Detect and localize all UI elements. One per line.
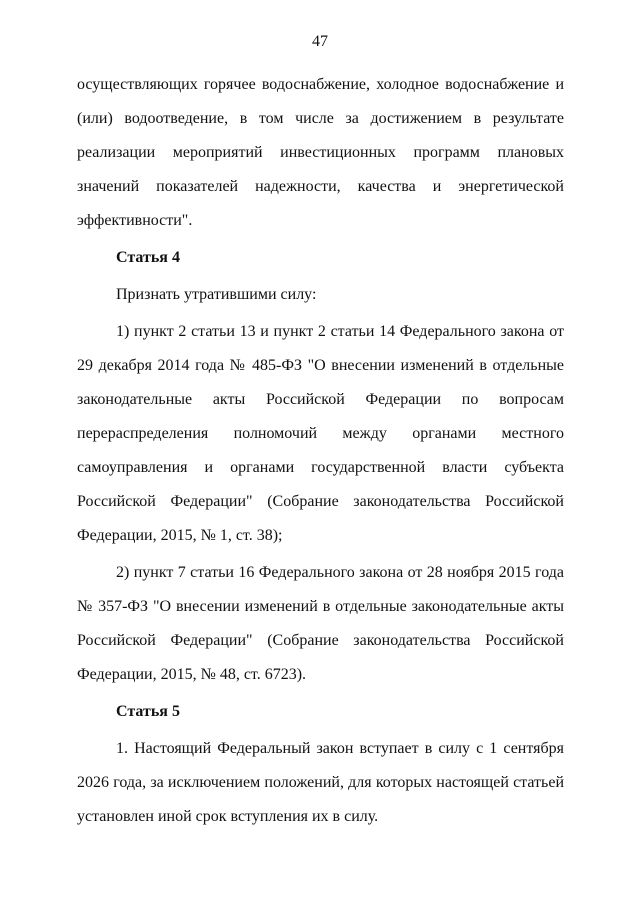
article-4-heading: Статья 4 bbox=[116, 249, 180, 266]
page-number: 47 bbox=[312, 33, 328, 50]
paragraph-continuation: осуществляющих горячее водоснабжение, холодное водоснабжение и (или) водоотведение, в том числе за достижением в результате реализации мероприятий инвестиционных программ плановых значений показателей надежности, качества и энергетической эффективности". bbox=[77, 76, 564, 229]
body-text bbox=[77, 68, 564, 834]
article-4-intro: Признать утратившими силу: bbox=[116, 286, 317, 303]
article-4-item-2: 2) пункт 7 статьи 16 Федерального закона от 28 ноября 2015 года № 357-ФЗ "О внесении изменений в отдельные законодательные акты Российской Федерации" (Собрание законодательства Российской Федерации, 2015, № 48, ст. 6723). bbox=[77, 564, 564, 683]
article-4-item-1: 1) пункт 2 статьи 13 и пункт 2 статьи 14 Федерального закона от 29 декабря 2014 года № 485-ФЗ "О внесении изменений в отдельные законодательные акты Российской Федерации по вопросам перераспределения полномочий между органами местного самоуправления и органами государственной власти субъекта Российской Федерации" (Собрание законодательства Российской Федерации, 2015, № 1, ст. 38); bbox=[77, 323, 564, 544]
article-5-heading: Статья 5 bbox=[116, 703, 180, 720]
article-5-item-1: 1. Настоящий Федеральный закон вступает в силу с 1 сентября 2026 года, за исключением положений, для которых настоящей статьей установлен иной срок вступления их в силу. bbox=[77, 740, 564, 825]
